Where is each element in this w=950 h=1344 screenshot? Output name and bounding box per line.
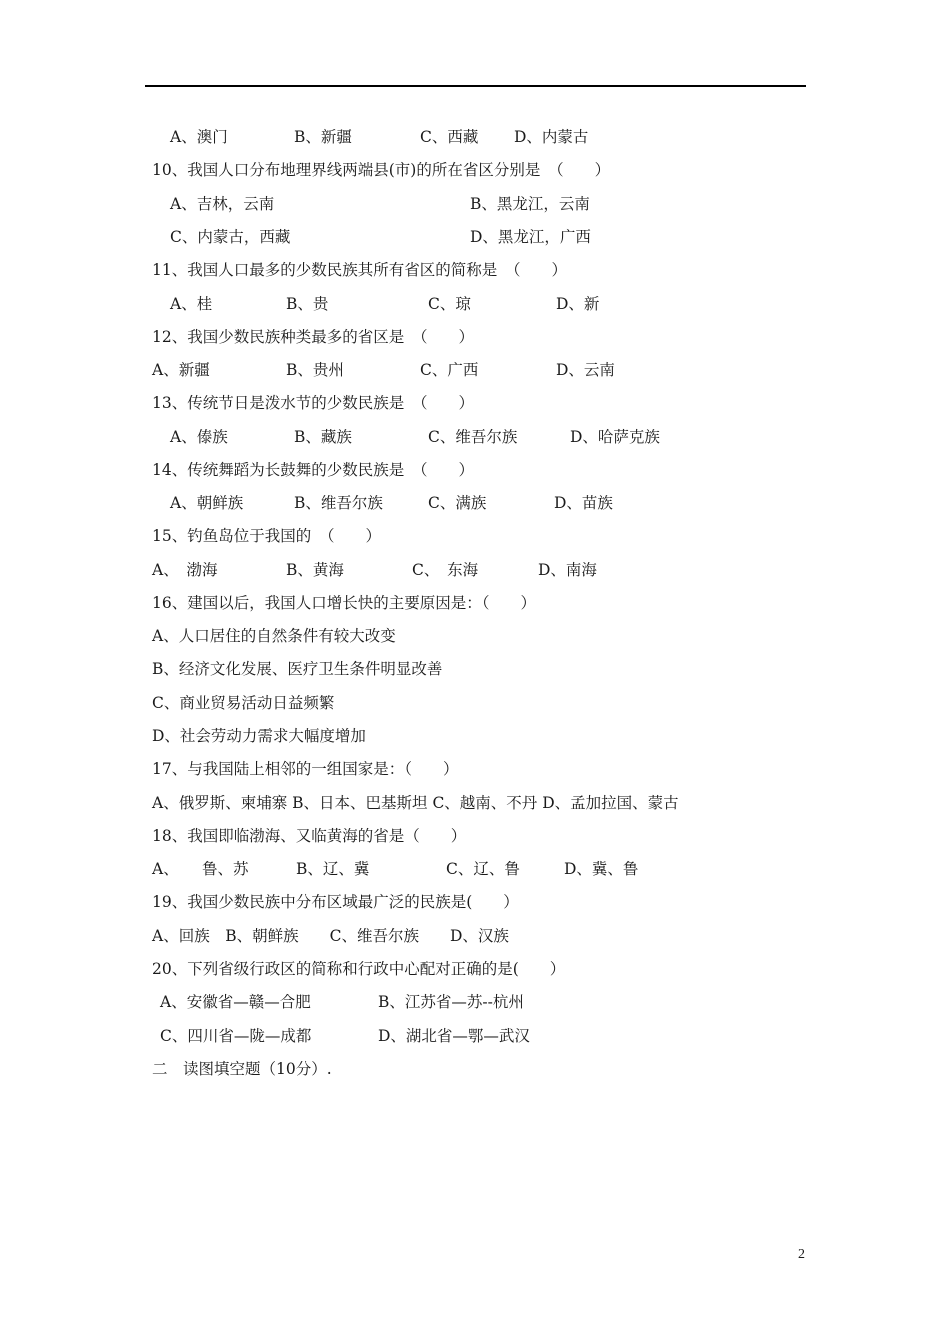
q10-option-b: B、黑龙江，云南 [470,195,590,213]
q14-option-b: B、维吾尔族 [294,494,383,512]
q20-option-d: D、湖北省—鄂—武汉 [378,1027,530,1045]
q16-option-d: D、社会劳动力需求大幅度增加 [152,727,366,745]
q20-option-b: B、江苏省—苏--杭州 [378,993,524,1011]
q12-option-a: A、新疆 [152,361,210,379]
q18-option-b: B、辽、冀 [296,860,370,878]
q18-stem: 18、我国即临渤海、又临黄海的省是（ ） [152,827,467,845]
q16-option-b: B、经济文化发展、医疗卫生条件明显改善 [152,660,443,678]
page-number: 2 [798,1247,805,1262]
q20-option-c: C、四川省—陇—成都 [160,1027,312,1045]
q13-option-d: D、哈萨克族 [570,428,660,446]
q14-stem: 14、传统舞蹈为长鼓舞的少数民族是 （ ） [152,461,474,479]
q18-option-a: A、 鲁、苏 [152,860,249,878]
q15-option-c: C、 东海 [412,561,479,579]
q18-option-c: C、辽、鲁 [446,860,520,878]
q10-option-c: C、内蒙古，西藏 [170,228,291,246]
q11-stem: 11、我国人口最多的少数民族其所有省区的简称是 （ ） [152,261,567,279]
q10-option-d: D、黑龙江，广西 [470,228,591,246]
q15-option-d: D、南海 [538,561,597,579]
q17-options: A、俄罗斯、柬埔寨 B、日本、巴基斯坦 C、越南、不丹 D、孟加拉国、蒙古 [152,794,679,812]
q11-option-a: A、桂 [170,295,213,313]
q9-option-b: B、新疆 [294,128,352,146]
q14-option-d: D、苗族 [554,494,613,512]
q16-option-a: A、人口居住的自然条件有较大改变 [152,627,396,645]
q13-option-b: B、藏族 [294,428,352,446]
section-2-heading: 二 读图填空题（10分）. [152,1060,332,1078]
q18-option-d: D、冀、鲁 [564,860,639,878]
q17-stem: 17、与我国陆上相邻的一组国家是：（ ） [152,760,459,778]
q13-option-a: A、傣族 [170,428,228,446]
q15-option-a: A、 渤海 [152,561,218,579]
q9-option-a: A、澳门 [170,128,228,146]
q12-stem: 12、我国少数民族种类最多的省区是 （ ） [152,328,474,346]
q20-stem: 20、下列省级行政区的简称和行政中心配对正确的是( ） [152,960,566,978]
q10-option-a: A、吉林，云南 [170,195,275,213]
q15-stem: 15、钓鱼岛位于我国的 （ ） [152,527,381,545]
q15-option-b: B、黄海 [286,561,344,579]
q19-options: A、回族 B、朝鲜族 C、维吾尔族 D、汉族 [152,927,509,945]
q20-option-a: A、安徽省—赣—合肥 [160,993,311,1011]
q12-option-c: C、广西 [420,361,479,379]
q14-option-a: A、朝鲜族 [170,494,244,512]
q11-option-d: D、新 [556,295,600,313]
q10-stem: 10、我国人口分布地理界线两端县(市)的所在省区分别是 （ ） [152,161,611,179]
q11-option-c: C、琼 [428,295,471,313]
q13-stem: 13、传统节日是泼水节的少数民族是 （ ） [152,394,474,412]
q9-option-d: D、内蒙古 [514,128,589,146]
q12-option-d: D、云南 [556,361,615,379]
q14-option-c: C、满族 [428,494,487,512]
q16-option-c: C、商业贸易活动日益频繁 [152,694,335,712]
q13-option-c: C、维吾尔族 [428,428,518,446]
q9-option-c: C、西藏 [420,128,479,146]
header-rule [145,85,806,87]
q12-option-b: B、贵州 [286,361,344,379]
q11-option-b: B、贵 [286,295,329,313]
q16-stem: 16、建国以后，我国人口增长快的主要原因是：（ ） [152,594,536,612]
q19-stem: 19、我国少数民族中分布区域最广泛的民族是( ） [152,893,519,911]
